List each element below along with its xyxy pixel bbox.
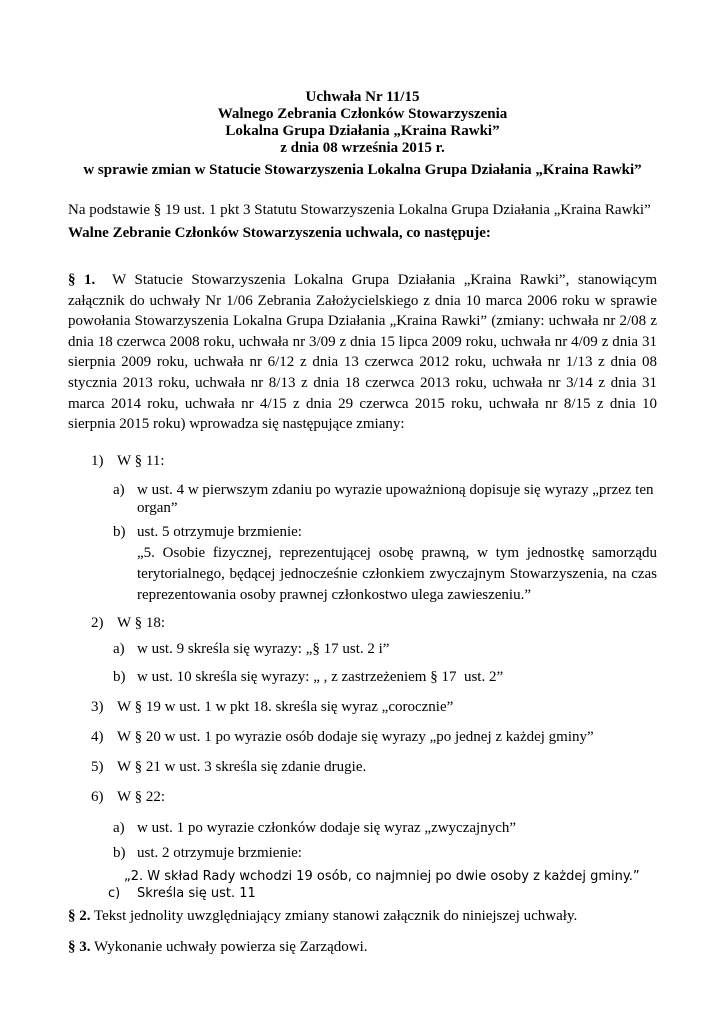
section-2 [68,907,577,925]
item-text: W § 21 w ust. 3 skreśla się zdanie drugie. [117,759,367,775]
section-text: Wykonanie uchwały powierza się Zarządowi. [93,939,368,955]
legal-basis: Na podstawie § 19 ust. 1 pkt 3 Statutu Stowarzyszenia Lokalna Grupa Działania „Kraina Rawki” [68,202,651,218]
resolution-number: Uchwała Nr 11/15 [305,89,420,105]
item-number: 5) [91,759,104,775]
item-number: 2) [91,615,104,631]
subitem-text: Skreśla się ust. 11 [137,886,256,901]
subitem-number: a) [113,820,125,836]
subitem-text: w ust. 10 skreśla się wyrazy: „ , z zastrzeżeniem § 17 ust. 2” [137,669,504,685]
title-line: Lokalna Grupa Działania „Kraina Rawki” [225,123,500,139]
item-number: 1) [91,453,104,469]
title-subject: w sprawie zmian w Statucie Stowarzyszenia Lokalna Grupa Działania „Kraina Rawki” [83,162,642,178]
quoted-provision: „2. W skład Rady wchodzi 19 osób, co najmniej po dwie osoby z każdej gminy.” [124,869,640,884]
resolves-heading: Walne Zebranie Członków Stowarzyszenia uchwala, co następuje: [68,225,491,241]
title-date: z dnia 08 września 2015 r. [280,140,445,156]
section-text: Tekst jednolity uwzględniający zmiany stanowi załącznik do niniejszej uchwały. [93,908,578,924]
item-text: W § 19 w ust. 1 w pkt 18. skreśla się wyraz „corocznie” [117,699,454,715]
subitem-number: a) [113,482,125,498]
item-number: 3) [91,699,104,715]
title-line: Walnego Zebrania Członków Stowarzyszenia [217,106,508,122]
section-label: § 3. [68,939,91,955]
subitem-number: c) [108,886,121,901]
subitem-number: a) [113,641,125,657]
subitem-text-cont: organ” [137,500,178,516]
section-1 [68,270,657,435]
section-text: W Statucie Stowarzyszenia Lokalna Grupa Działania „Kraina Rawki”, stanowiącym załącznik do uchwały Nr 1/06 Zebrania Założycielskiego z dnia 10 marca 2006 roku w sprawie powołania Stowarzyszenia Lokalna Grupa Działania „Kraina Rawki” (zmiany: uchwała nr 2/08 z dnia 18 czerwca 2008 roku, uchwała nr 3/09 z dnia 15 lipca 2009 roku, uchwała nr 4/09 z dnia 31 sierpnia 2009 roku, uchwała nr 6/12 z dnia 13 czerwca 2012 roku, uchwała nr 1/13 z dnia 08 stycznia 2013 roku, uchwała nr 8/13 z dnia 18 czerwca 2013 roku, uchwała nr 3/14 z dnia 31 marca 2014 roku, uchwała nr 4/15 z dnia 29 czerwca 2015 roku, uchwała nr 8/15 z dnia 10 sierpnia 2015 roku) wprowadza się następujące zmiany: [68,272,658,433]
subitem-number: b) [113,845,126,861]
section-label: § 2. [68,908,91,924]
item-text: W § 18: [117,615,166,631]
subitem-text: w ust. 9 skreśla się wyrazy: „§ 17 ust. 2 i” [137,641,390,657]
item-number: 4) [91,729,104,745]
item-text: W § 22: [117,789,166,805]
subitem-text: w ust. 4 w pierwszym zdaniu po wyrazie upoważnioną dopisuje się wyrazy „przez ten [137,482,654,498]
item-number: 6) [91,789,104,805]
subitem-text: w ust. 1 po wyrazie członków dodaje się wyraz „zwyczajnych” [137,820,517,836]
item-text: W § 20 w ust. 1 po wyrazie osób dodaje się wyrazy „po jednej z każdej gminy” [117,729,594,745]
item-text: W § 11: [117,453,165,469]
quoted-provision: „5. Osobie fizycznej, reprezentującej osobę prawną, w tym jednostkę samorządu terytorialnego, będącej jednocześnie członkiem zwyczajnym Stowarzyszenia, na czas reprezentowania osoby prawnej członkostwo ulega zawieszeniu.” [137,545,657,603]
section-3 [68,938,368,956]
subitem-text: ust. 5 otrzymuje brzmienie: [137,524,302,540]
subitem-text: ust. 2 otrzymuje brzmienie: [137,845,302,861]
subitem-number: b) [113,524,126,540]
section-label: § 1. [68,272,96,288]
subitem-number: b) [113,669,126,685]
